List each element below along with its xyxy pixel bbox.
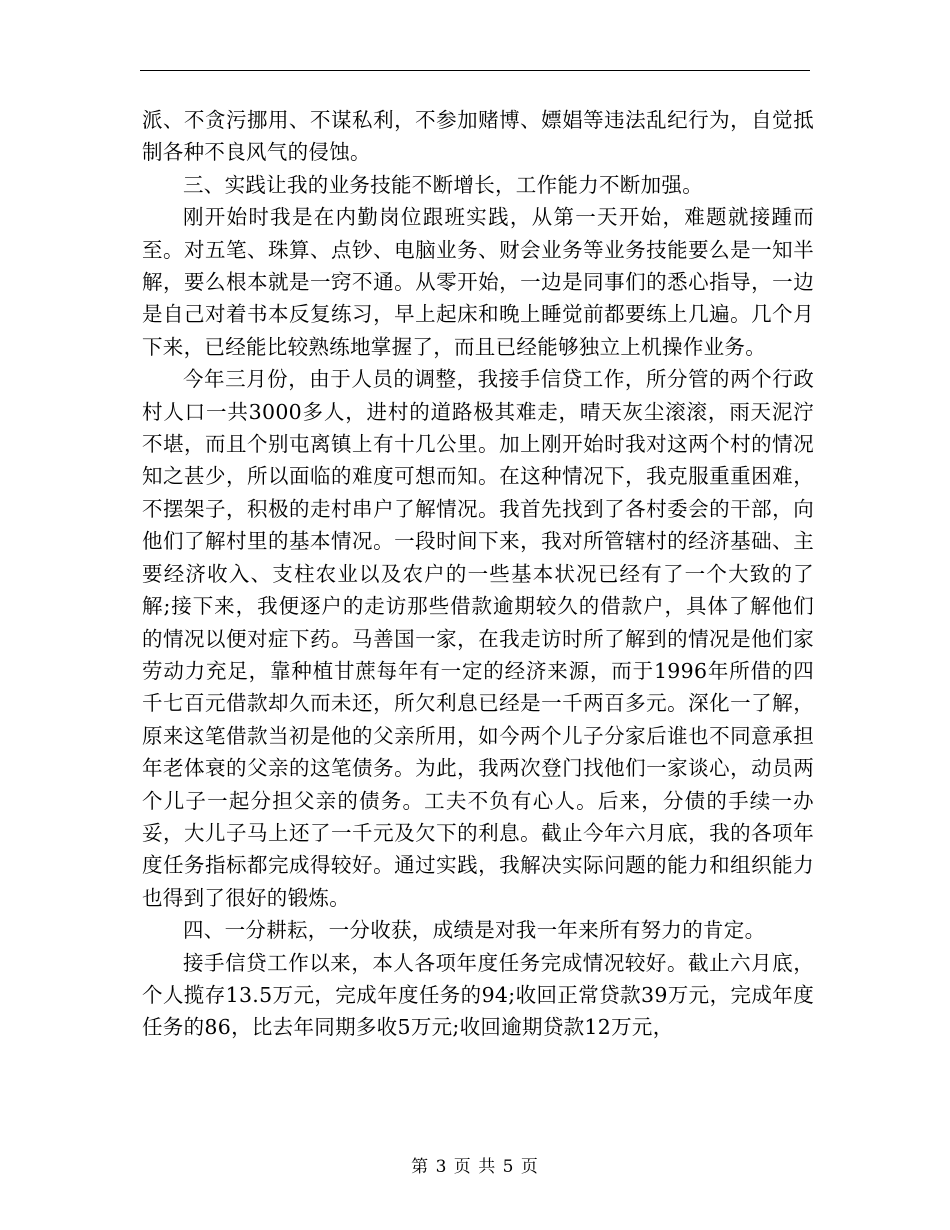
section-heading-3: 三、实践让我的业务技能不断增长，工作能力不断加强。 [183,172,703,197]
section-heading-4: 四、一分耕耘，一分收获，成绩是对我一年来所有努力的肯定。 [183,918,766,943]
header-rule [140,70,810,71]
document-body [142,104,814,1044]
page-number-footer: 第 3 页 共 5 页 [411,1157,539,1177]
paragraph: 刚开始时我是在内勤岗位跟班实践，从第一天开始，难题就接踵而至。对五笔、珠算、点钞、电脑业务、财会业务等业务技能要么是一知半解，要么根本就是一窍不通。从零开始，一边是同事们的悉心指导，一边是自己对着书本反复练习，早上起床和晚上睡觉前都要练上几遍。几个月下来，已经能比较熟练地掌握了，而且已经能够独立上机操作业务。 [142,205,814,359]
paragraph-continuation: 派、不贪污挪用、不谋私利，不参加赌博、嫖娼等违法乱纪行为，自觉抵制各种不良风气的侵蚀。 [142,108,814,165]
paragraph: 接手信贷工作以来，本人各项年度任务完成情况较好。截止六月底，个人揽存13.5万元，完成年度任务的94;收回正常贷款39万元，完成年度任务的86，比去年同期多收5万元;收回逾期贷款12万元， [142,950,814,1040]
paragraph: 今年三月份，由于人员的调整，我接手信贷工作，所分管的两个行政村人口一共3000多人，进村的道路极其难走，晴天灰尘滚滚，雨天泥泞不堪，而且个别屯离镇上有十几公里。加上刚开始时我对这两个村的情况知之甚少，所以面临的难度可想而知。在这种情况下，我克服重重困难，不摆架子，积极的走村串户了解情况。我首先找到了各村委会的干部，向他们了解村里的基本情况。一段时间下来，我对所管辖村的经济基础、主要经济收入、支柱农业以及农户的一些基本状况已经有了一个大致的了解;接下来，我便逐户的走访那些借款逾期较久的借款户，具体了解他们的情况以便对症下药。马善国一家，在我走访时所了解到的情况是他们家劳动力充足，靠种植甘蔗每年有一定的经济来源，而于1996年所借的四千七百元借款却久而未还，所欠利息已经是一千两百多元。深化一了解，原来这笔借款当初是他的父亲所用，如今两个儿子分家后谁也不同意承担年老体衰的父亲的这笔债务。为此，我两次登门找他们一家谈心，动员两个儿子一起分担父亲的债务。工夫不负有心人。后来，分债的手续一办妥，大儿子马上还了一千元及欠下的利息。截止今年六月底，我的各项年度任务指标都完成得较好。通过实践，我解决实际问题的能力和组织能力也得到了很好的锻炼。 [142,367,814,910]
